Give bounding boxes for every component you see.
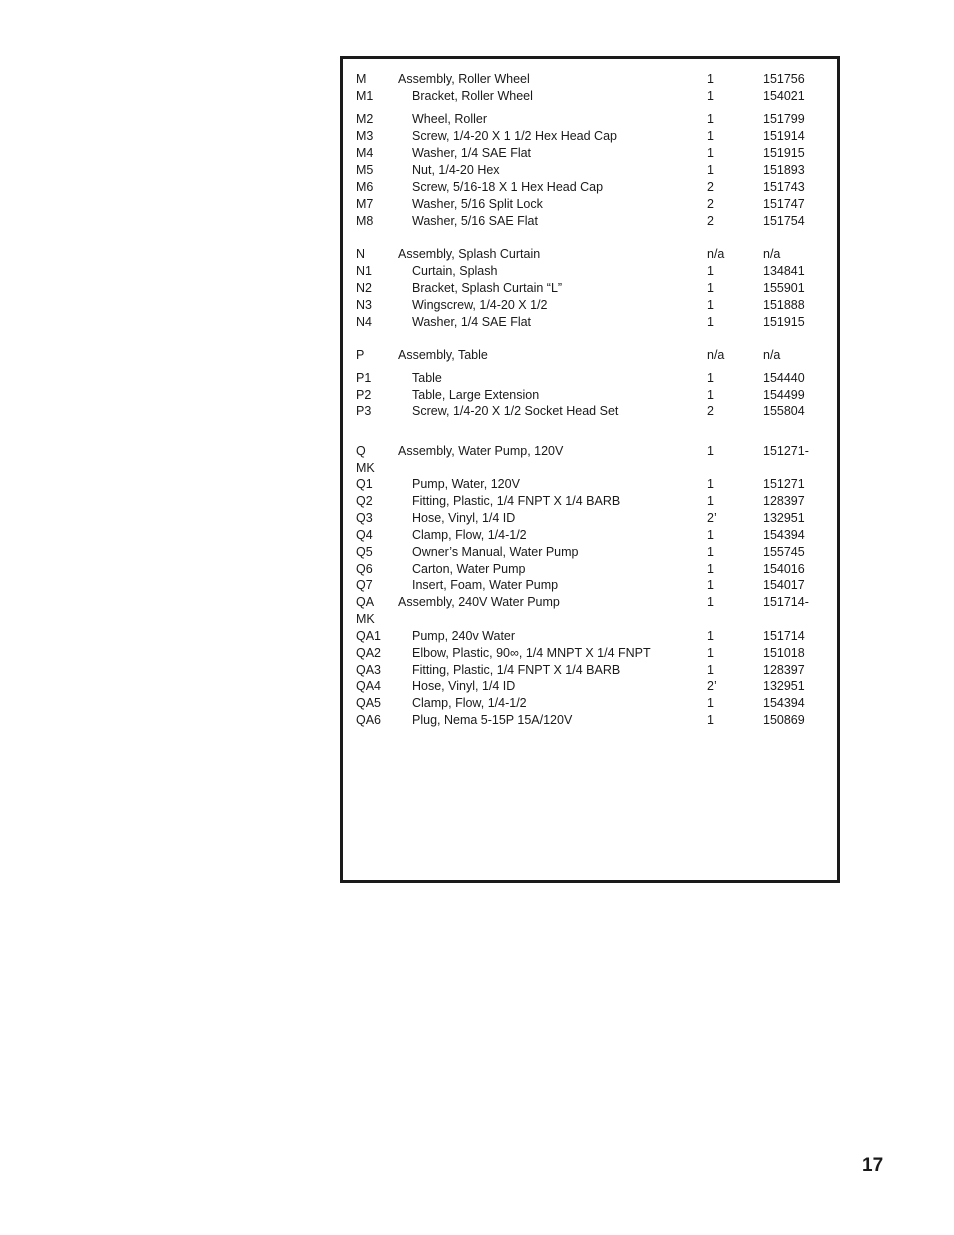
parts-row [343, 263, 837, 280]
parts-row [343, 594, 837, 611]
part-number: n/a [763, 247, 781, 261]
part-ref: M6 [356, 180, 374, 194]
part-quantity: n/a [707, 247, 725, 261]
part-number: 155901 [763, 281, 805, 295]
part-number: 151915 [763, 146, 805, 160]
parts-row [343, 297, 837, 314]
part-quantity: 1 [707, 388, 714, 402]
part-quantity: 2 [707, 180, 714, 194]
parts-row [343, 611, 837, 628]
part-ref: P1 [356, 371, 372, 385]
part-description: Nut, 1/4-20 Hex [412, 163, 500, 177]
part-number: 134841 [763, 264, 805, 278]
part-ref: Q3 [356, 511, 373, 525]
part-quantity: 2’ [707, 679, 717, 693]
part-ref: P2 [356, 388, 372, 402]
parts-row [343, 493, 837, 510]
parts-row [343, 712, 837, 729]
parts-row [343, 443, 837, 460]
part-number: 151714- [763, 595, 809, 609]
part-number: 151915 [763, 315, 805, 329]
part-number: 151271- [763, 444, 809, 458]
parts-row [343, 314, 837, 331]
parts-row [343, 162, 837, 179]
part-description: Insert, Foam, Water Pump [412, 578, 559, 592]
parts-row [343, 179, 837, 196]
part-quantity: 2 [707, 404, 714, 418]
part-quantity: 1 [707, 163, 714, 177]
part-quantity: 1 [707, 595, 714, 609]
part-ref: P3 [356, 404, 372, 418]
part-ref: QA3 [356, 663, 382, 677]
part-description: Wingscrew, 1/4-20 X 1/2 [412, 298, 548, 312]
part-number: 151754 [763, 214, 805, 228]
parts-row [343, 370, 837, 387]
part-ref: M8 [356, 214, 374, 228]
part-number: 151271 [763, 477, 805, 491]
part-quantity: 1 [707, 298, 714, 312]
part-number: 151747 [763, 197, 805, 211]
parts-row [343, 544, 837, 561]
part-ref: M3 [356, 129, 374, 143]
part-number: 151756 [763, 72, 805, 86]
part-quantity: 2 [707, 197, 714, 211]
part-ref: N3 [356, 298, 372, 312]
part-ref: Q [356, 444, 366, 458]
part-ref: MK [356, 612, 375, 626]
part-ref: Q4 [356, 528, 373, 542]
part-number: 154394 [763, 696, 805, 710]
part-quantity: 1 [707, 444, 714, 458]
part-description: Hose, Vinyl, 1/4 ID [412, 511, 516, 525]
part-ref: QA6 [356, 713, 382, 727]
part-description: Washer, 1/4 SAE Flat [412, 315, 532, 329]
part-number: 154021 [763, 89, 805, 103]
part-quantity: 1 [707, 578, 714, 592]
part-quantity: 1 [707, 696, 714, 710]
part-ref: M [356, 72, 367, 86]
part-quantity: 1 [707, 264, 714, 278]
part-number: 154440 [763, 371, 805, 385]
part-description: Curtain, Splash [412, 264, 498, 278]
part-description: Pump, 240v Water [412, 629, 516, 643]
part-number: 151893 [763, 163, 805, 177]
part-number: 151799 [763, 112, 805, 126]
part-number: 151743 [763, 180, 805, 194]
parts-row [343, 510, 837, 527]
part-description: Carton, Water Pump [412, 562, 526, 576]
part-number: 132951 [763, 679, 805, 693]
part-description: Elbow, Plastic, 90∞, 1/4 MNPT X 1/4 FNPT [412, 646, 651, 660]
part-ref: QA1 [356, 629, 382, 643]
part-ref: N1 [356, 264, 372, 278]
part-ref: N [356, 247, 366, 261]
parts-row [343, 280, 837, 297]
part-number: 155745 [763, 545, 805, 559]
part-description: Pump, Water, 120V [412, 477, 520, 491]
part-ref: M5 [356, 163, 374, 177]
part-description: Assembly, Splash Curtain [398, 247, 541, 261]
parts-row [343, 645, 837, 662]
parts-row [343, 527, 837, 544]
part-number: 151888 [763, 298, 805, 312]
part-quantity: 1 [707, 562, 714, 576]
part-description: Fitting, Plastic, 1/4 FNPT X 1/4 BARB [412, 494, 621, 508]
part-quantity: 1 [707, 494, 714, 508]
part-quantity: 1 [707, 545, 714, 559]
part-ref: QA [356, 595, 375, 609]
parts-row [343, 111, 837, 128]
part-ref: M2 [356, 112, 374, 126]
part-quantity: 1 [707, 629, 714, 643]
parts-list-box [340, 56, 840, 883]
part-number: 128397 [763, 663, 805, 677]
part-description: Wheel, Roller [412, 112, 488, 126]
parts-row [343, 662, 837, 679]
part-number: n/a [763, 348, 781, 362]
parts-row [343, 695, 837, 712]
part-description: Assembly, Water Pump, 120V [398, 444, 564, 458]
part-number: 154499 [763, 388, 805, 402]
parts-row [343, 347, 837, 364]
part-ref: Q5 [356, 545, 373, 559]
part-description: Plug, Nema 5-15P 15A/120V [412, 713, 573, 727]
parts-row [343, 88, 837, 105]
parts-row [343, 128, 837, 145]
part-quantity: 1 [707, 315, 714, 329]
part-ref: QA4 [356, 679, 382, 693]
part-ref: N4 [356, 315, 372, 329]
part-description: Assembly, 240V Water Pump [398, 595, 560, 609]
part-ref: Q6 [356, 562, 373, 576]
parts-row [343, 145, 837, 162]
part-ref: M4 [356, 146, 374, 160]
part-quantity: 1 [707, 713, 714, 727]
part-number: 151018 [763, 646, 805, 660]
part-description: Owner’s Manual, Water Pump [412, 545, 579, 559]
parts-row [343, 213, 837, 230]
parts-row [343, 246, 837, 263]
part-quantity: 1 [707, 528, 714, 542]
part-quantity: 1 [707, 663, 714, 677]
part-quantity: 2 [707, 214, 714, 228]
part-number: 128397 [763, 494, 805, 508]
part-number: 151914 [763, 129, 805, 143]
part-quantity: 1 [707, 371, 714, 385]
parts-row [343, 561, 837, 578]
parts-row [343, 577, 837, 594]
part-description: Table [412, 371, 442, 385]
part-number: 154394 [763, 528, 805, 542]
parts-row [343, 403, 837, 420]
part-quantity: 1 [707, 477, 714, 491]
part-description: Washer, 5/16 Split Lock [412, 197, 543, 211]
part-quantity: 1 [707, 112, 714, 126]
part-number: 155804 [763, 404, 805, 418]
part-quantity: n/a [707, 348, 725, 362]
part-description: Bracket, Splash Curtain “L” [412, 281, 563, 295]
part-description: Screw, 1/4-20 X 1/2 Socket Head Set [412, 404, 619, 418]
parts-row [343, 476, 837, 493]
parts-row [343, 387, 837, 404]
part-ref: MK [356, 461, 375, 475]
part-quantity: 2’ [707, 511, 717, 525]
part-description: Fitting, Plastic, 1/4 FNPT X 1/4 BARB [412, 663, 621, 677]
part-quantity: 1 [707, 129, 714, 143]
part-number: 150869 [763, 713, 805, 727]
part-number: 132951 [763, 511, 805, 525]
part-description: Clamp, Flow, 1/4-1/2 [412, 528, 527, 542]
parts-row [343, 678, 837, 695]
parts-row [343, 71, 837, 88]
part-number: 151714 [763, 629, 805, 643]
part-ref: Q1 [356, 477, 373, 491]
part-quantity: 1 [707, 146, 714, 160]
part-ref: N2 [356, 281, 372, 295]
part-quantity: 1 [707, 281, 714, 295]
part-description: Screw, 1/4-20 X 1 1/2 Hex Head Cap [412, 129, 617, 143]
part-description: Screw, 5/16-18 X 1 Hex Head Cap [412, 180, 604, 194]
part-description: Assembly, Table [398, 348, 488, 362]
parts-row [343, 628, 837, 645]
part-number: 154016 [763, 562, 805, 576]
page-number: 17 [862, 1155, 884, 1176]
parts-row [343, 460, 837, 477]
part-description: Bracket, Roller Wheel [412, 89, 533, 103]
part-ref: M7 [356, 197, 374, 211]
part-quantity: 1 [707, 72, 714, 86]
part-quantity: 1 [707, 89, 714, 103]
part-quantity: 1 [707, 646, 714, 660]
part-description: Assembly, Roller Wheel [398, 72, 530, 86]
part-ref: QA2 [356, 646, 382, 660]
part-number: 154017 [763, 578, 805, 592]
parts-row [343, 196, 837, 213]
part-description: Clamp, Flow, 1/4-1/2 [412, 696, 527, 710]
part-ref: Q7 [356, 578, 373, 592]
part-ref: QA5 [356, 696, 382, 710]
part-description: Washer, 1/4 SAE Flat [412, 146, 532, 160]
part-ref: M1 [356, 89, 374, 103]
part-ref: P [356, 348, 365, 362]
part-description: Washer, 5/16 SAE Flat [412, 214, 538, 228]
part-description: Hose, Vinyl, 1/4 ID [412, 679, 516, 693]
part-ref: Q2 [356, 494, 373, 508]
part-description: Table, Large Extension [412, 388, 540, 402]
